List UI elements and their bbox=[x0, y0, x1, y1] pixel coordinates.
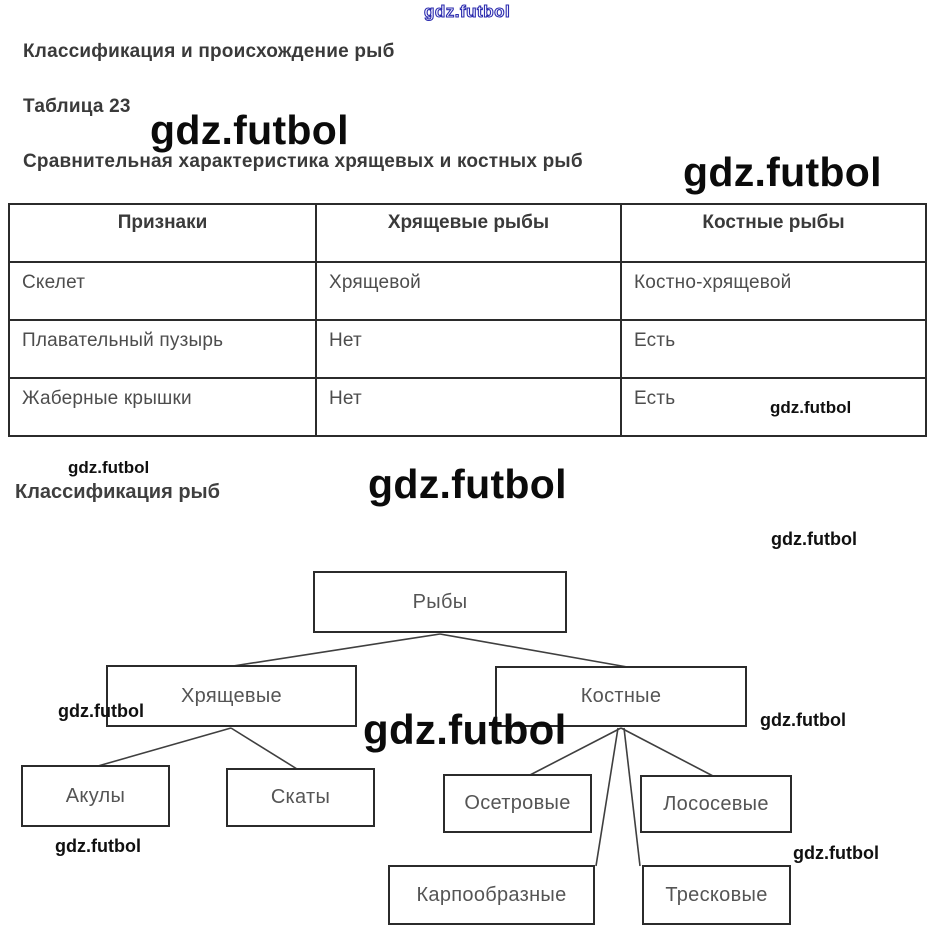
watermark-small-4: gdz.futbol bbox=[760, 710, 846, 730]
watermark-large-4: gdz.futbol bbox=[363, 706, 567, 753]
watermark-small-6: gdz.futbol bbox=[793, 843, 879, 863]
table-number-label: Таблица 23 bbox=[23, 96, 131, 117]
watermark-small-1: gdz.futbol bbox=[68, 458, 150, 477]
diagram-node-cods: Тресковые bbox=[642, 865, 791, 925]
diagram-node-sharks: Акулы bbox=[21, 765, 170, 827]
diagram-node-sturgeons: Осетровые bbox=[443, 774, 592, 833]
cell-value: Костно-хрящевой bbox=[621, 262, 926, 320]
table-title: Сравнительная характеристика хрящевых и костных рыб bbox=[23, 151, 583, 172]
diagram-node-salmonids: Лососевые bbox=[640, 775, 792, 833]
column-header-bony: Костные рыбы bbox=[621, 204, 926, 262]
diagram-node-cypriniformes: Карпообразные bbox=[388, 865, 595, 925]
cell-value: Нет bbox=[316, 320, 621, 378]
cell-value: Есть bbox=[621, 320, 926, 378]
watermark-top: gdz.futbol bbox=[424, 2, 511, 21]
watermark-large-3: gdz.futbol bbox=[368, 461, 567, 507]
watermark-small-5: gdz.futbol bbox=[55, 836, 141, 856]
column-header-cartilaginous: Хрящевые рыбы bbox=[316, 204, 621, 262]
watermark-table-cell: gdz.futbol bbox=[770, 398, 852, 417]
diagram-node-bony: Костные bbox=[495, 666, 747, 727]
column-header-features: Признаки bbox=[9, 204, 316, 262]
diagram-node-rays: Скаты bbox=[226, 768, 375, 827]
cell-feature: Плавательный пузырь bbox=[9, 320, 316, 378]
cell-feature: Жаберные крышки bbox=[9, 378, 316, 436]
watermark-large-1: gdz.futbol bbox=[150, 107, 349, 153]
watermark-small-2: gdz.futbol bbox=[771, 529, 857, 549]
page-title: Классификация и происхождение рыб bbox=[23, 41, 395, 62]
watermark-large-2: gdz.futbol bbox=[683, 149, 882, 195]
cell-value: Есть bbox=[621, 378, 926, 436]
diagram-title: Классификация рыб bbox=[15, 481, 220, 503]
cell-feature: Скелет bbox=[9, 262, 316, 320]
diagram-node-fish: Рыбы bbox=[313, 571, 567, 633]
cell-value: Нет bbox=[316, 378, 621, 436]
watermark-small-3: gdz.futbol bbox=[58, 701, 144, 721]
diagram-node-cartilaginous: Хрящевые bbox=[106, 665, 357, 727]
cell-value: Хрящевой bbox=[316, 262, 621, 320]
